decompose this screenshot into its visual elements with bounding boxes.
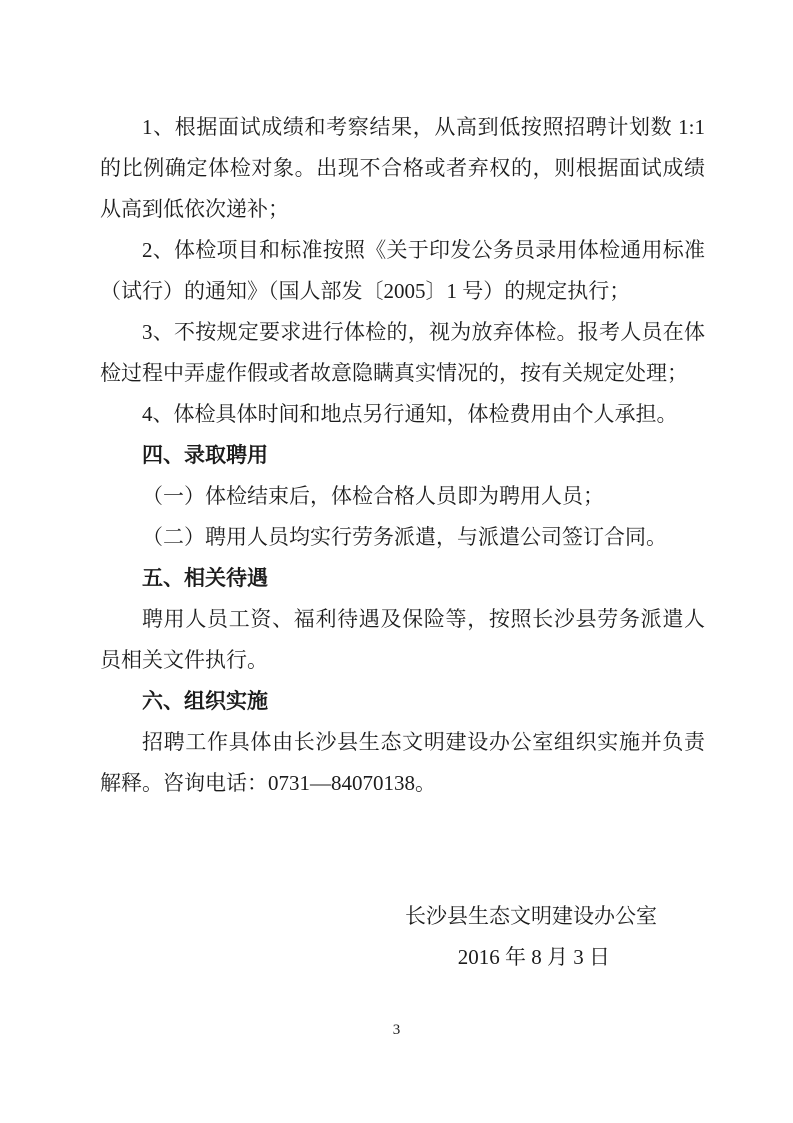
paragraph-interview-ratio: 1、根据面试成绩和考察结果，从高到低按照招聘计划数 1:1 的比例确定体检对象。出现不合格或者弃权的，则根据面试成绩从高到低依次递补； [100, 115, 705, 221]
page-number: 3 [392, 1022, 401, 1038]
paragraph-physical-notice: 4、体检具体时间和地点另行通知，体检费用由个人承担。 [142, 402, 678, 426]
paragraph-organization-detail: 招聘工作具体由长沙县生态文明建设办公室组织实施并负责解释。咨询电话：0731—84070138。 [100, 730, 705, 795]
paragraph-employment-item-2: （二）聘用人员均实行劳务派遣，与派遣公司签订合同。 [142, 525, 667, 549]
paragraph-benefits-detail: 聘用人员工资、福利待遇及保险等，按照长沙县劳务派遣人员相关文件执行。 [100, 607, 705, 672]
signature-issuer: 长沙县生态文明建设办公室 [405, 904, 657, 928]
document-body [100, 107, 705, 804]
heading-section-6-organization: 六、组织实施 [142, 690, 268, 713]
signature-date: 2016 年 8 月 3 日 [457, 945, 610, 969]
paragraph-physical-standards: 2、体检项目和标准按照《关于印发公务员录用体检通用标准（试行）的通知》（国人部发〔2005〕1 号）的规定执行； [100, 238, 705, 303]
paragraph-physical-rules: 3、不按规定要求进行体检的，视为放弃体检。报考人员在体检过程中弄虚作假或者故意隐瞒真实情况的，按有关规定处理； [100, 320, 705, 385]
heading-section-4-employment: 四、录取聘用 [142, 444, 268, 467]
heading-section-5-benefits: 五、相关待遇 [142, 567, 268, 590]
paragraph-employment-item-1: （一）体检结束后，体检合格人员即为聘用人员； [142, 484, 604, 508]
